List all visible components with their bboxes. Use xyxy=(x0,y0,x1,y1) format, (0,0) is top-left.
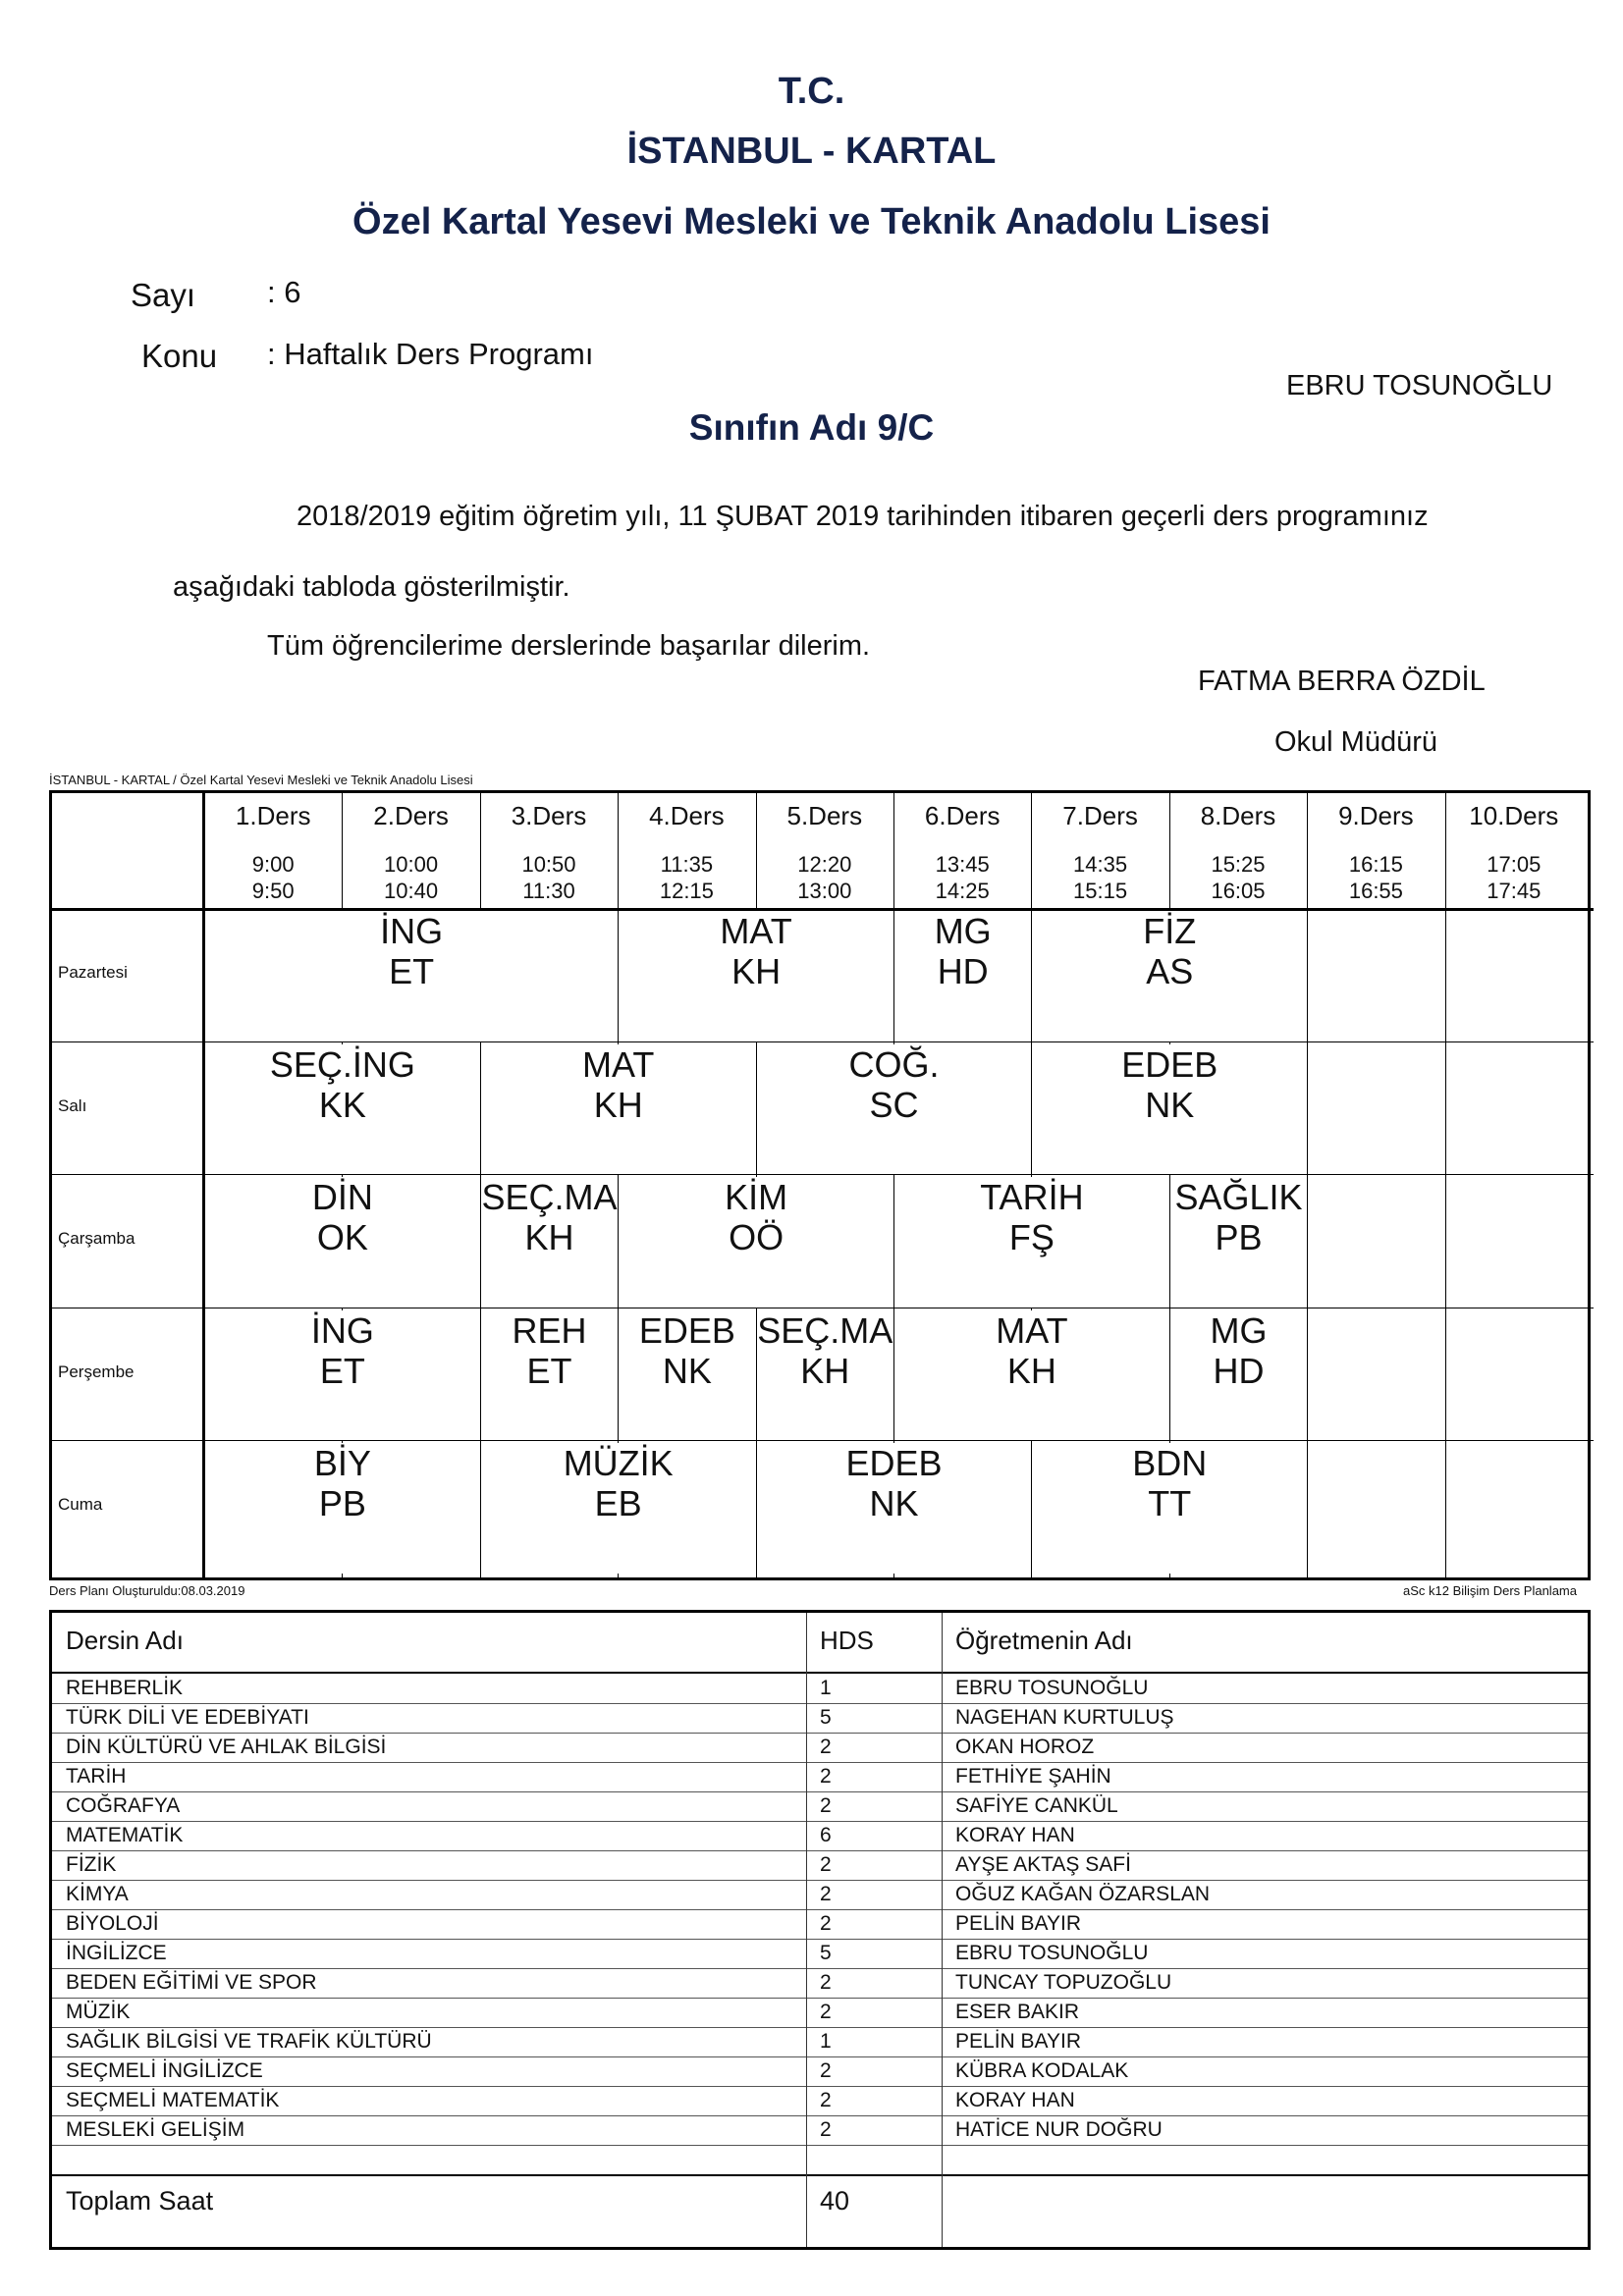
sayi-value: : 6 xyxy=(267,275,301,309)
lesson-teacher: KH xyxy=(800,1350,850,1391)
subject-teacher: KORAY HAN xyxy=(955,2089,1075,2111)
letter-line-1: 2018/2019 eğitim öğretim yılı, 11 ŞUBAT 2019 tarihinden itibaren geçerli ders programınız xyxy=(297,501,1429,532)
grid-line xyxy=(1445,793,1446,1578)
subject-hours: 1 xyxy=(820,2030,832,2053)
lesson-teacher: KH xyxy=(524,1217,574,1258)
day-label: Cuma xyxy=(58,1495,103,1515)
subject-teacher: ESER BAKIR xyxy=(955,2001,1080,2023)
period-start-time: 17:05 xyxy=(1487,852,1542,877)
subject-hours: 2 xyxy=(820,1794,832,1817)
period-end-time: 11:30 xyxy=(522,879,575,903)
period-end-time: 16:55 xyxy=(1348,879,1403,903)
lesson-teacher: EB xyxy=(594,1483,642,1524)
lesson-subject: SEÇ.MA xyxy=(481,1177,618,1218)
lesson-cell xyxy=(894,911,1031,1041)
lesson-subject: SEÇ.MA xyxy=(757,1309,893,1351)
period-header: 9.Ders xyxy=(1338,801,1414,830)
period-end-time: 15:15 xyxy=(1073,879,1128,903)
period-start-time: 10:00 xyxy=(384,852,439,877)
column-header-subject: Dersin Adı xyxy=(66,1626,184,1655)
subject-name: TARİH xyxy=(66,1765,127,1788)
period-start-time: 16:15 xyxy=(1348,852,1403,877)
lesson-subject: İNG xyxy=(310,1309,374,1351)
total-row xyxy=(52,2176,1588,2231)
period-end-time: 14:25 xyxy=(935,879,990,903)
header-tc: T.C. xyxy=(778,71,845,112)
subjects-header-row xyxy=(52,1613,1588,1674)
subject-name: SEÇMELİ İNGİLİZCE xyxy=(66,2059,263,2082)
lesson-subject: TARİH xyxy=(980,1177,1084,1218)
subject-teacher: NAGEHAN KURTULUŞ xyxy=(955,1706,1174,1729)
lesson-cell xyxy=(1170,1310,1307,1441)
lesson-subject: REH xyxy=(512,1309,587,1351)
lesson-cell xyxy=(481,1177,618,1308)
subject-name: İNGİLİZCE xyxy=(66,1942,167,1964)
subject-hours: 2 xyxy=(820,1971,832,1994)
lesson-subject: SAĞLIK xyxy=(1174,1177,1303,1218)
subject-row xyxy=(52,1791,1588,1822)
lesson-subject: MAT xyxy=(720,911,792,951)
lesson-teacher: KK xyxy=(318,1084,366,1125)
schedule-footer-right: aSc k12 Bilişim Ders Planlama xyxy=(1402,1583,1577,1598)
subject-teacher: PELİN BAYIR xyxy=(955,2030,1081,2053)
sayi-label: Sayı xyxy=(131,277,196,313)
letter-line-2: aşağıdaki tabloda gösterilmiştir. xyxy=(173,571,570,603)
subject-teacher: HATİCE NUR DOĞRU xyxy=(955,2118,1163,2141)
day-label: Çarşamba xyxy=(58,1229,135,1249)
lesson-cell xyxy=(1032,1443,1307,1574)
subject-hours: 2 xyxy=(820,1912,832,1935)
lesson-subject: KİM xyxy=(725,1177,788,1218)
lesson-teacher: KH xyxy=(1006,1350,1056,1391)
subjects-table xyxy=(49,1610,1591,2250)
subject-teacher: EBRU TOSUNOĞLU xyxy=(955,1942,1149,1964)
lesson-teacher: ET xyxy=(526,1350,572,1391)
subject-teacher: SAFİYE CANKÜL xyxy=(955,1794,1118,1817)
subject-name: SAĞLIK BİLGİSİ VE TRAFİK KÜLTÜRÜ xyxy=(66,2030,432,2053)
signer-title: Okul Müdürü xyxy=(1274,726,1438,758)
column-separator xyxy=(942,1613,943,2247)
lesson-cell xyxy=(205,1443,480,1574)
period-header: 2.Ders xyxy=(373,801,449,830)
lesson-subject: FİZ xyxy=(1143,911,1197,951)
header-city: İSTANBUL - KARTAL xyxy=(626,131,997,172)
subject-hours: 2 xyxy=(820,1853,832,1876)
subject-name: REHBERLİK xyxy=(66,1677,184,1699)
lesson-subject: MG xyxy=(934,911,992,951)
column-header-teacher: Öğretmenin Adı xyxy=(955,1626,1133,1655)
subject-row xyxy=(52,1939,1588,1969)
lesson-cell xyxy=(481,1443,756,1574)
lesson-cell xyxy=(205,1177,480,1308)
lesson-cell xyxy=(757,1044,1032,1175)
lesson-cell xyxy=(757,1310,893,1441)
subject-name: MÜZİK xyxy=(66,2001,131,2023)
lesson-teacher: OÖ xyxy=(729,1217,784,1258)
period-end-time: 10:40 xyxy=(384,879,439,903)
header-school: Özel Kartal Yesevi Mesleki ve Teknik Anadolu Lisesi xyxy=(352,201,1271,242)
subject-hours: 2 xyxy=(820,1765,832,1788)
total-label: Toplam Saat xyxy=(66,2186,214,2216)
lesson-cell xyxy=(1170,1177,1307,1308)
lesson-cell xyxy=(619,1310,755,1441)
lesson-subject: EDEB xyxy=(845,1443,943,1484)
lesson-teacher: KH xyxy=(731,951,782,991)
subject-row xyxy=(52,1703,1588,1734)
subject-hours: 2 xyxy=(820,1883,832,1905)
grid-line xyxy=(52,1041,1594,1042)
subject-row xyxy=(52,2086,1588,2116)
subject-row xyxy=(52,1998,1588,2028)
period-end-time: 13:00 xyxy=(797,879,852,903)
schedule-footer-left: Ders Planı Oluşturuldu:08.03.2019 xyxy=(49,1583,245,1598)
lesson-teacher: KH xyxy=(593,1084,643,1125)
subject-teacher: AYŞE AKTAŞ SAFİ xyxy=(955,1853,1131,1876)
lesson-teacher: AS xyxy=(1146,951,1194,991)
lesson-cell xyxy=(481,1044,756,1175)
subject-hours: 2 xyxy=(820,2118,832,2141)
subject-hours: 2 xyxy=(820,2089,832,2111)
lesson-cell xyxy=(894,1177,1169,1308)
period-header: 1.Ders xyxy=(235,801,311,830)
subject-name: FİZİK xyxy=(66,1853,117,1876)
signer-name: FATMA BERRA ÖZDİL xyxy=(1198,666,1486,697)
period-start-time: 15:25 xyxy=(1211,852,1266,877)
subject-hours: 2 xyxy=(820,2059,832,2082)
lesson-subject: MAT xyxy=(996,1309,1068,1351)
lesson-teacher: PB xyxy=(1215,1217,1263,1258)
subject-row xyxy=(52,2027,1588,2057)
lesson-teacher: NK xyxy=(662,1350,712,1391)
lesson-cell xyxy=(1032,1044,1307,1175)
lesson-teacher: FŞ xyxy=(1008,1217,1055,1258)
subject-name: COĞRAFYA xyxy=(66,1794,181,1817)
subject-name: MESLEKİ GELİŞİM xyxy=(66,2118,245,2141)
subject-teacher: KORAY HAN xyxy=(955,1824,1075,1846)
lesson-subject: BİY xyxy=(313,1443,371,1484)
grid-line xyxy=(52,1174,1594,1175)
subject-row xyxy=(52,2115,1588,2146)
period-end-time: 16:05 xyxy=(1211,879,1266,903)
lesson-teacher: NK xyxy=(1145,1084,1195,1125)
subject-name: DİN KÜLTÜRÜ VE AHLAK BİLGİSİ xyxy=(66,1735,387,1758)
subject-name: KİMYA xyxy=(66,1883,129,1905)
lesson-teacher: PB xyxy=(318,1483,366,1524)
subject-teacher: KÜBRA KODALAK xyxy=(955,2059,1129,2082)
lesson-cell xyxy=(1032,911,1307,1041)
lesson-teacher: HD xyxy=(937,951,989,991)
subject-row xyxy=(52,1733,1588,1763)
letter-line-3: Tüm öğrencilerime derslerinde başarılar dilerim. xyxy=(267,630,871,662)
grid-line xyxy=(1307,793,1308,1578)
lesson-cell xyxy=(205,911,618,1041)
subject-hours: 5 xyxy=(820,1706,832,1729)
subject-row xyxy=(52,1674,1588,1704)
lesson-subject: DİN xyxy=(311,1177,373,1218)
lesson-teacher: ET xyxy=(389,951,435,991)
period-header: 7.Ders xyxy=(1062,801,1138,830)
lesson-cell xyxy=(619,911,893,1041)
subject-row xyxy=(52,1968,1588,1999)
subject-teacher: FETHİYE ŞAHİN xyxy=(955,1765,1111,1788)
lesson-cell xyxy=(205,1044,480,1175)
subject-teacher: OĞUZ KAĞAN ÖZARSLAN xyxy=(955,1883,1211,1905)
subject-hours: 5 xyxy=(820,1942,832,1964)
subject-hours: 1 xyxy=(820,1677,832,1699)
period-start-time: 14:35 xyxy=(1073,852,1128,877)
lesson-subject: SEÇ.İNG xyxy=(269,1043,415,1085)
lesson-cell xyxy=(619,1177,893,1308)
period-start-time: 11:35 xyxy=(660,852,714,877)
subject-row xyxy=(52,2056,1588,2087)
lesson-teacher: TT xyxy=(1148,1483,1192,1524)
subject-row xyxy=(52,1821,1588,1851)
subject-hours: 2 xyxy=(820,1735,832,1758)
lesson-teacher: NK xyxy=(869,1483,919,1524)
subject-name: BİYOLOJİ xyxy=(66,1912,159,1935)
subject-row xyxy=(52,1850,1588,1881)
total-value: 40 xyxy=(820,2186,850,2216)
column-header-hours: HDS xyxy=(820,1626,874,1655)
subject-hours: 6 xyxy=(820,1824,832,1846)
period-header: 4.Ders xyxy=(649,801,725,830)
weekly-schedule-grid xyxy=(49,790,1591,1580)
lesson-teacher: ET xyxy=(319,1350,365,1391)
konu-label: Konu xyxy=(141,338,218,374)
lesson-subject: COĞ. xyxy=(848,1043,940,1085)
period-header: 3.Ders xyxy=(511,801,587,830)
lesson-subject: MAT xyxy=(582,1043,655,1085)
column-separator xyxy=(806,1613,807,2247)
lesson-subject: EDEB xyxy=(638,1309,735,1351)
subject-teacher: EBRU TOSUNOĞLU xyxy=(955,1677,1149,1699)
lesson-teacher: OK xyxy=(316,1217,368,1258)
period-end-time: 12:15 xyxy=(659,879,714,903)
schedule-caption: İSTANBUL - KARTAL / Özel Kartal Yesevi Mesleki ve Teknik Anadolu Lisesi xyxy=(49,773,473,787)
subject-teacher: OKAN HOROZ xyxy=(955,1735,1095,1758)
period-start-time: 12:20 xyxy=(797,852,852,877)
subject-row xyxy=(52,1880,1588,1910)
day-label: Salı xyxy=(58,1095,87,1115)
lesson-cell xyxy=(894,1310,1169,1441)
subject-hours: 2 xyxy=(820,2001,832,2023)
period-header: 5.Ders xyxy=(786,801,863,830)
day-label: Perşembe xyxy=(58,1362,135,1381)
period-header: 8.Ders xyxy=(1200,801,1276,830)
period-start-time: 13:45 xyxy=(935,852,990,877)
lesson-subject: MÜZİK xyxy=(563,1443,674,1484)
period-header: 10.Ders xyxy=(1469,801,1559,830)
lesson-cell xyxy=(757,1443,1032,1574)
lesson-teacher: SC xyxy=(869,1084,919,1125)
header-teacher: EBRU TOSUNOĞLU xyxy=(1286,370,1553,401)
class-title: Sınıfın Adı 9/C xyxy=(688,407,935,448)
lesson-subject: İNG xyxy=(380,911,444,951)
lesson-subject: BDN xyxy=(1132,1443,1208,1484)
period-end-time: 17:45 xyxy=(1487,879,1542,903)
period-start-time: 10:50 xyxy=(521,852,576,877)
grid-line xyxy=(52,1440,1594,1441)
subject-row xyxy=(52,1909,1588,1940)
empty-row xyxy=(52,2145,1588,2176)
subject-name: MATEMATİK xyxy=(66,1824,184,1846)
subject-row xyxy=(52,1762,1588,1792)
period-end-time: 9:50 xyxy=(251,879,295,903)
subject-name: BEDEN EĞİTİMİ VE SPOR xyxy=(66,1971,317,1994)
period-start-time: 9:00 xyxy=(251,852,295,877)
lesson-cell xyxy=(205,1310,480,1441)
subject-name: SEÇMELİ MATEMATİK xyxy=(66,2089,280,2111)
subject-name: TÜRK DİLİ VE EDEBİYATI xyxy=(66,1706,309,1729)
subject-teacher: TUNCAY TOPUZOĞLU xyxy=(955,1971,1172,1994)
lesson-subject: EDEB xyxy=(1121,1043,1218,1085)
lesson-subject: MG xyxy=(1210,1309,1268,1351)
konu-value: : Haftalık Ders Programı xyxy=(267,337,594,371)
lesson-teacher: HD xyxy=(1213,1350,1265,1391)
subject-teacher: PELİN BAYIR xyxy=(955,1912,1081,1935)
lesson-cell xyxy=(481,1310,618,1441)
period-header: 6.Ders xyxy=(924,801,1001,830)
day-label: Pazartesi xyxy=(58,963,128,982)
